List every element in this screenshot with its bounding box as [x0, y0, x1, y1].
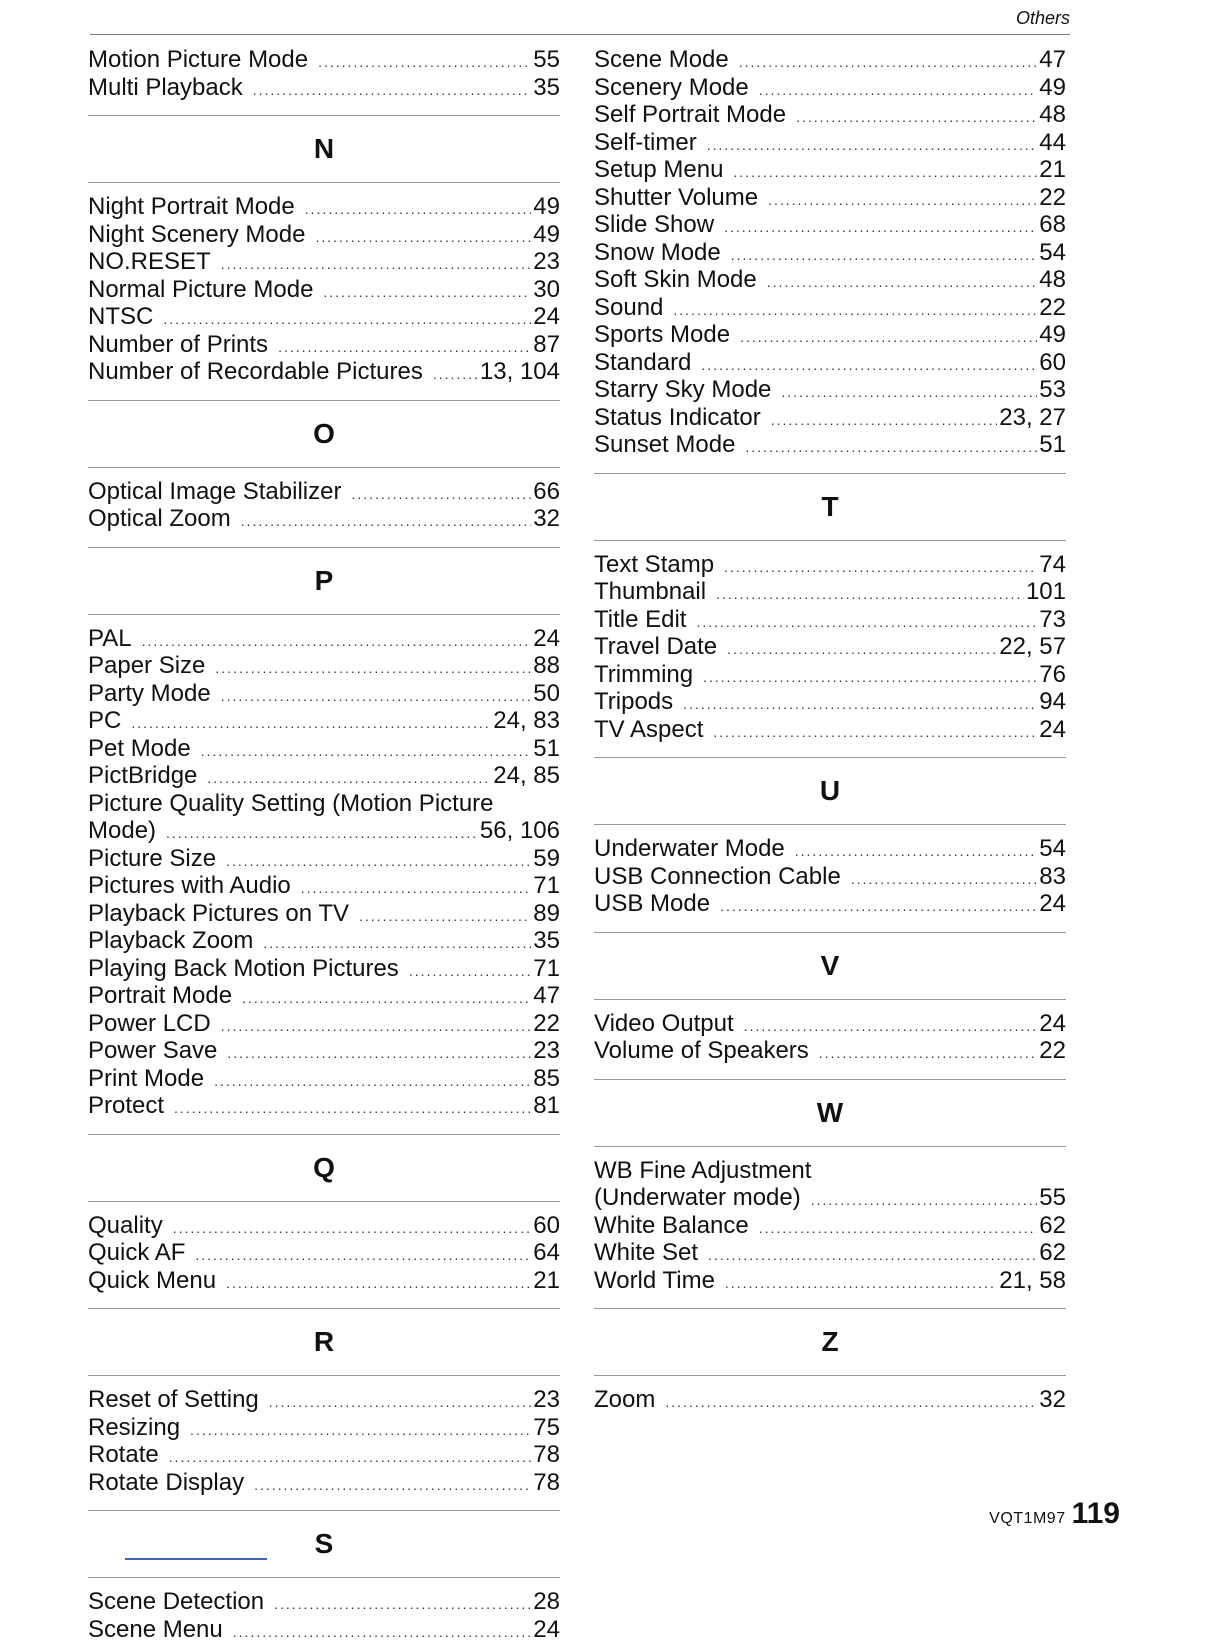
- entry-page: 24: [1037, 1010, 1066, 1038]
- dot-leader: [683, 691, 1037, 719]
- entry-page: 23, 27: [997, 404, 1066, 432]
- dot-leader: [305, 196, 532, 224]
- entry-page: 87: [531, 331, 560, 359]
- index-entry: [594, 74, 1066, 102]
- entry-page: 21, 58: [997, 1267, 1066, 1295]
- entry-page: 94: [1037, 688, 1066, 716]
- dot-leader: [174, 1095, 531, 1123]
- dot-leader: [318, 49, 531, 77]
- entry-page: 32: [531, 505, 560, 533]
- section-letter-s: S: [88, 1510, 560, 1578]
- entry-term: Number of Prints: [88, 331, 278, 359]
- dot-leader: [226, 848, 531, 876]
- index-entry: [88, 762, 560, 790]
- entry-page: 54: [1037, 239, 1066, 267]
- index-entry: [88, 625, 560, 653]
- index-entry: [88, 1588, 560, 1616]
- entry-term: Optical Image Stabilizer: [88, 478, 351, 506]
- entry-term: Night Portrait Mode: [88, 193, 305, 221]
- index-entry: [88, 1414, 560, 1442]
- dot-leader: [796, 104, 1037, 132]
- dot-leader: [759, 77, 1038, 105]
- dot-leader: [195, 1242, 531, 1270]
- dot-leader: [713, 719, 1037, 747]
- index-entry: [594, 1010, 1066, 1038]
- dot-leader: [131, 710, 491, 738]
- index-entry: [594, 156, 1066, 184]
- index-entry: [594, 46, 1066, 74]
- dot-leader: [226, 1270, 531, 1298]
- dot-leader: [409, 958, 531, 986]
- index-entry: Picture Quality Setting (Motion Picture: [88, 790, 560, 818]
- entry-page: 49: [531, 221, 560, 249]
- dot-leader: [207, 765, 491, 793]
- entry-term: Night Scenery Mode: [88, 221, 315, 249]
- index-entry: [88, 845, 560, 873]
- entry-term: Resizing: [88, 1414, 190, 1442]
- entry-term: Scene Detection: [88, 1588, 274, 1616]
- entry-term: Reset of Setting: [88, 1386, 269, 1414]
- entry-term: Playing Back Motion Pictures: [88, 955, 409, 983]
- index-entry: [594, 404, 1066, 432]
- entry-page: 22: [1037, 294, 1066, 322]
- index-entry: [88, 1616, 560, 1644]
- dot-leader: [701, 352, 1037, 380]
- index-entry: [88, 46, 560, 74]
- dot-leader: [811, 1187, 1038, 1215]
- entry-page: 24: [1037, 890, 1066, 918]
- entry-term: PictBridge: [88, 762, 207, 790]
- dot-leader: [795, 838, 1038, 866]
- dot-leader: [221, 683, 532, 711]
- entry-page: 64: [531, 1239, 560, 1267]
- index-entry: [594, 1386, 1066, 1414]
- corner-rule: [125, 1558, 267, 1560]
- index-entry: [594, 1184, 1066, 1212]
- entry-page: 24, 85: [491, 762, 560, 790]
- entry-term: Scene Mode: [594, 46, 739, 74]
- entry-term: NO.RESET: [88, 248, 221, 276]
- dot-leader: [819, 1040, 1038, 1068]
- index-entry: [88, 1092, 560, 1120]
- dot-leader: [221, 251, 532, 279]
- entry-page: 22: [1037, 184, 1066, 212]
- section-letter-n: N: [88, 115, 560, 183]
- entry-page: 24, 83: [491, 707, 560, 735]
- index-entry: [88, 478, 560, 506]
- index-entry: [88, 955, 560, 983]
- index-entry: [88, 900, 560, 928]
- entry-term: USB Connection Cable: [594, 863, 851, 891]
- entry-page: 88: [531, 652, 560, 680]
- entry-term: Optical Zoom: [88, 505, 241, 533]
- dot-leader: [351, 481, 531, 509]
- index-entry: [594, 633, 1066, 661]
- entry-page: 23: [531, 248, 560, 276]
- section-letter-w: W: [594, 1079, 1066, 1147]
- entry-page: 23: [531, 1386, 560, 1414]
- dot-leader: [707, 132, 1038, 160]
- dot-leader: [201, 738, 532, 766]
- dot-leader: [323, 279, 531, 307]
- page-footer: [960, 1497, 1120, 1531]
- entry-term: Sound: [594, 294, 673, 322]
- entry-page: 74: [1037, 551, 1066, 579]
- entry-page: 47: [1037, 46, 1066, 74]
- entry-page: 53: [1037, 376, 1066, 404]
- index-entry: [88, 872, 560, 900]
- entry-page: 60: [531, 1212, 560, 1240]
- entry-term: Self Portrait Mode: [594, 101, 796, 129]
- dot-leader: [720, 893, 1037, 921]
- entry-term: Trimming: [594, 661, 703, 689]
- entry-term: Portrait Mode: [88, 982, 242, 1010]
- dot-leader: [241, 508, 532, 536]
- entry-page: 30: [531, 276, 560, 304]
- index-entry: [88, 817, 560, 845]
- dot-leader: [740, 324, 1037, 352]
- entry-term: Self-timer: [594, 129, 707, 157]
- index-column-right: [594, 46, 1066, 1414]
- index-entry: [88, 680, 560, 708]
- dot-leader: [767, 269, 1038, 297]
- entry-page: 78: [531, 1441, 560, 1469]
- entry-page: 13, 104: [478, 358, 560, 386]
- entry-term: Rotate: [88, 1441, 169, 1469]
- entry-page: 66: [531, 478, 560, 506]
- index-entry: [88, 358, 560, 386]
- entry-page: 81: [531, 1092, 560, 1120]
- dot-leader: [233, 1619, 532, 1646]
- entry-term: Sunset Mode: [594, 431, 745, 459]
- entry-page: 62: [1037, 1239, 1066, 1267]
- entry-term: PAL: [88, 625, 142, 653]
- entry-term: Status Indicator: [594, 404, 771, 432]
- entry-term: Paper Size: [88, 652, 215, 680]
- dot-leader: [173, 1215, 532, 1243]
- index-entry: [594, 1037, 1066, 1065]
- entry-term: PC: [88, 707, 131, 735]
- section-letter-u: U: [594, 757, 1066, 825]
- entry-page: 47: [531, 982, 560, 1010]
- dot-leader: [227, 1040, 531, 1068]
- entry-page: 59: [531, 845, 560, 873]
- entry-term: Power LCD: [88, 1010, 221, 1038]
- entry-term: White Balance: [594, 1212, 759, 1240]
- document-code: VQT1M97: [989, 1510, 1065, 1527]
- index-entry: [594, 321, 1066, 349]
- entry-term: Quick AF: [88, 1239, 195, 1267]
- entry-page: 71: [531, 955, 560, 983]
- dot-leader: [768, 187, 1037, 215]
- section-label: Others: [1000, 8, 1070, 29]
- index-entry: [88, 1010, 560, 1038]
- entry-term: White Set: [594, 1239, 708, 1267]
- entry-term: Scenery Mode: [594, 74, 759, 102]
- entry-page: 44: [1037, 129, 1066, 157]
- index-entry: [88, 331, 560, 359]
- entry-term: Party Mode: [88, 680, 221, 708]
- index-entry: [594, 431, 1066, 459]
- index-entry: [88, 927, 560, 955]
- dot-leader: [771, 407, 998, 435]
- entry-term: Pet Mode: [88, 735, 201, 763]
- entry-page: 22, 57: [997, 633, 1066, 661]
- dot-leader: [725, 1270, 997, 1298]
- entry-page: 54: [1037, 835, 1066, 863]
- dot-leader: [263, 930, 531, 958]
- entry-term: Video Output: [594, 1010, 744, 1038]
- index-entry: [594, 551, 1066, 579]
- entry-term: Text Stamp: [594, 551, 724, 579]
- entry-page: 55: [1037, 1184, 1066, 1212]
- entry-term: USB Mode: [594, 890, 720, 918]
- dot-leader: [274, 1591, 531, 1619]
- entry-page: 24: [1037, 716, 1066, 744]
- entry-page: 73: [1037, 606, 1066, 634]
- entry-term: Shutter Volume: [594, 184, 768, 212]
- index-entry: [594, 239, 1066, 267]
- index-entry: [594, 890, 1066, 918]
- page-number: 119: [1072, 1497, 1120, 1530]
- entry-page: 22: [1037, 1037, 1066, 1065]
- index-entry: [88, 505, 560, 533]
- dot-leader: [696, 609, 1037, 637]
- index-entry: [594, 184, 1066, 212]
- entry-term: Power Save: [88, 1037, 227, 1065]
- index-entry: [594, 716, 1066, 744]
- entry-page: 49: [1037, 74, 1066, 102]
- dot-leader: [142, 628, 532, 656]
- index-entry: [594, 101, 1066, 129]
- entry-page: 21: [531, 1267, 560, 1295]
- dot-leader: [433, 361, 478, 389]
- entry-term: World Time: [594, 1267, 725, 1295]
- index-entry: [88, 1386, 560, 1414]
- entry-term: Number of Recordable Pictures: [88, 358, 433, 386]
- entry-page: 23: [531, 1037, 560, 1065]
- entry-term: Playback Pictures on TV: [88, 900, 359, 928]
- entry-term: Setup Menu: [594, 156, 733, 184]
- dot-leader: [215, 655, 531, 683]
- entry-term: Multi Playback: [88, 74, 253, 102]
- index-entry: [88, 982, 560, 1010]
- index-column-left: [88, 46, 560, 1643]
- entry-term: Pictures with Audio: [88, 872, 301, 900]
- index-entry: [88, 1267, 560, 1295]
- index-entry: [594, 349, 1066, 377]
- index-entry: [594, 376, 1066, 404]
- entry-page: 89: [531, 900, 560, 928]
- dot-leader: [190, 1417, 531, 1445]
- index-entry: [594, 688, 1066, 716]
- entry-term: Rotate Display: [88, 1469, 254, 1497]
- entry-page: 60: [1037, 349, 1066, 377]
- index-entry: [88, 1469, 560, 1497]
- entry-page: 68: [1037, 211, 1066, 239]
- index-entry: [88, 1065, 560, 1093]
- entry-term: Picture Size: [88, 845, 226, 873]
- entry-term: Print Mode: [88, 1065, 214, 1093]
- entry-page: 75: [531, 1414, 560, 1442]
- entry-term: Volume of Speakers: [594, 1037, 819, 1065]
- dot-leader: [269, 1389, 532, 1417]
- section-letter-v: V: [594, 932, 1066, 1000]
- index-entry: [88, 74, 560, 102]
- entry-page: 56, 106: [478, 817, 560, 845]
- section-letter-t: T: [594, 473, 1066, 541]
- dot-leader: [214, 1068, 531, 1096]
- entry-page: 24: [531, 1616, 560, 1644]
- entry-term: Underwater Mode: [594, 835, 795, 863]
- dot-leader: [169, 1444, 532, 1472]
- section-letter-p: P: [88, 547, 560, 615]
- entry-page: 32: [1037, 1386, 1066, 1414]
- entry-term: TV Aspect: [594, 716, 713, 744]
- dot-leader: [739, 49, 1038, 77]
- entry-term: Quality: [88, 1212, 173, 1240]
- dot-leader: [731, 242, 1038, 270]
- index-entry: [594, 1212, 1066, 1240]
- entry-term: Tripods: [594, 688, 683, 716]
- index-entry: [88, 652, 560, 680]
- index-entry: [88, 248, 560, 276]
- entry-page: 49: [1037, 321, 1066, 349]
- entry-page: 35: [531, 74, 560, 102]
- entry-page: 48: [1037, 266, 1066, 294]
- dot-leader: [254, 1472, 531, 1500]
- dot-leader: [166, 820, 478, 848]
- entry-page: 24: [531, 625, 560, 653]
- dot-leader: [759, 1215, 1038, 1243]
- section-letter-z: Z: [594, 1308, 1066, 1376]
- entry-term: Standard: [594, 349, 701, 377]
- entry-term: Thumbnail: [594, 578, 716, 606]
- dot-leader: [708, 1242, 1037, 1270]
- entry-page: 35: [531, 927, 560, 955]
- index-entry: WB Fine Adjustment: [594, 1157, 1066, 1185]
- entry-page: 78: [531, 1469, 560, 1497]
- header-rule: [90, 34, 1070, 35]
- dot-leader: [163, 306, 531, 334]
- entry-page: 55: [531, 46, 560, 74]
- index-entry: [594, 863, 1066, 891]
- index-entry: [594, 1267, 1066, 1295]
- index-entry: [594, 211, 1066, 239]
- index-entry: [88, 1441, 560, 1469]
- entry-term: Title Edit: [594, 606, 696, 634]
- entry-term: Slide Show: [594, 211, 724, 239]
- entry-page: 48: [1037, 101, 1066, 129]
- section-letter-o: O: [88, 400, 560, 468]
- index-entry: [88, 221, 560, 249]
- entry-term: Protect: [88, 1092, 174, 1120]
- entry-page: 51: [531, 735, 560, 763]
- index-entry: [594, 661, 1066, 689]
- entry-term: Mode): [88, 817, 166, 845]
- section-letter-r: R: [88, 1308, 560, 1376]
- dot-leader: [665, 1389, 1037, 1417]
- entry-term: Playback Zoom: [88, 927, 263, 955]
- index-entry: [594, 1239, 1066, 1267]
- dot-leader: [301, 875, 532, 903]
- entry-page: 51: [1037, 431, 1066, 459]
- entry-page: 71: [531, 872, 560, 900]
- dot-leader: [221, 1013, 532, 1041]
- dot-leader: [242, 985, 531, 1013]
- entry-term: Starry Sky Mode: [594, 376, 781, 404]
- entry-term: Motion Picture Mode: [88, 46, 318, 74]
- dot-leader: [703, 664, 1037, 692]
- entry-term: Normal Picture Mode: [88, 276, 323, 304]
- index-entry: [88, 193, 560, 221]
- entry-page: 83: [1037, 863, 1066, 891]
- entry-term: Scene Menu: [88, 1616, 233, 1644]
- dot-leader: [851, 866, 1037, 894]
- index-entry: [88, 1212, 560, 1240]
- entry-page: 28: [531, 1588, 560, 1616]
- entry-page: 49: [531, 193, 560, 221]
- entry-term: Soft Skin Mode: [594, 266, 767, 294]
- entry-term: Quick Menu: [88, 1267, 226, 1295]
- dot-leader: [744, 1013, 1038, 1041]
- index-entry: [88, 735, 560, 763]
- dot-leader: [278, 334, 531, 362]
- entry-term: Snow Mode: [594, 239, 731, 267]
- entry-page: 85: [531, 1065, 560, 1093]
- index-entry: [594, 129, 1066, 157]
- index-entry: [88, 707, 560, 735]
- dot-leader: [359, 903, 531, 931]
- index-entry: [594, 294, 1066, 322]
- entry-page: 101: [1024, 578, 1066, 606]
- entry-term: NTSC: [88, 303, 163, 331]
- entry-page: 76: [1037, 661, 1066, 689]
- index-entry: [88, 303, 560, 331]
- entry-term: Travel Date: [594, 633, 727, 661]
- entry-term: Sports Mode: [594, 321, 740, 349]
- index-entry: [594, 606, 1066, 634]
- index-entry: [594, 835, 1066, 863]
- index-entry: [88, 1239, 560, 1267]
- entry-page: 21: [1037, 156, 1066, 184]
- dot-leader: [733, 159, 1037, 187]
- entry-term: Zoom: [594, 1386, 665, 1414]
- index-entry: [594, 578, 1066, 606]
- index-entry: [88, 276, 560, 304]
- dot-leader: [673, 297, 1037, 325]
- dot-leader: [781, 379, 1037, 407]
- entry-page: 24: [531, 303, 560, 331]
- dot-leader: [724, 214, 1037, 242]
- dot-leader: [727, 636, 997, 664]
- entry-page: 62: [1037, 1212, 1066, 1240]
- index-entry: [594, 266, 1066, 294]
- dot-leader: [315, 224, 531, 252]
- section-letter-q: Q: [88, 1134, 560, 1202]
- dot-leader: [745, 434, 1037, 462]
- entry-page: 50: [531, 680, 560, 708]
- index-entry: [88, 1037, 560, 1065]
- dot-leader: [253, 77, 532, 105]
- entry-page: 22: [531, 1010, 560, 1038]
- dot-leader: [724, 554, 1037, 582]
- dot-leader: [716, 581, 1024, 609]
- entry-term: (Underwater mode): [594, 1184, 811, 1212]
